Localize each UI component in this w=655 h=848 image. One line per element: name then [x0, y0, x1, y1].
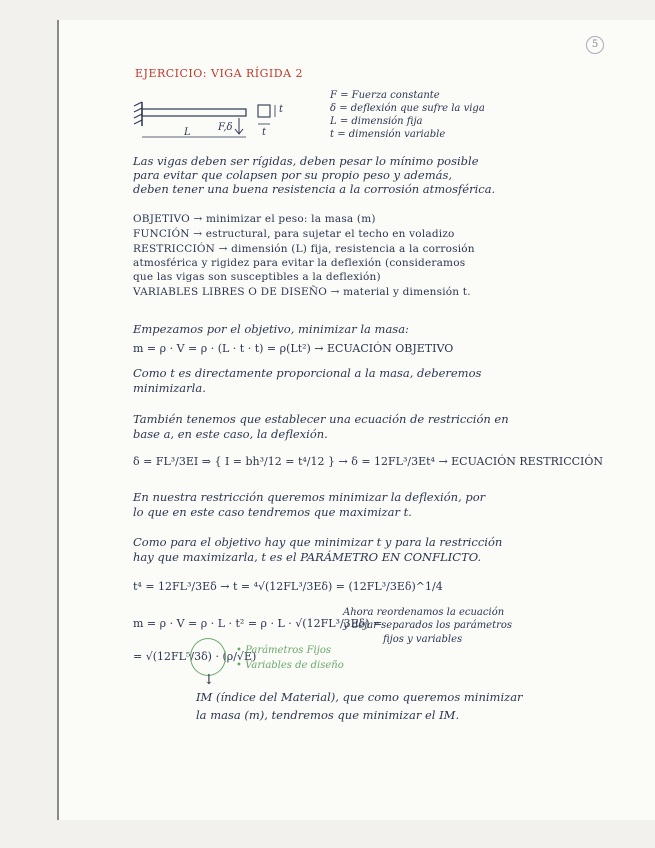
reorder-note: fijos y variables: [383, 634, 463, 645]
t4-equation: t⁴ = 12FL³/3Eδ → t = ⁴√(12FL³/3Eδ) = (12FL³/3Eδ)^1/4: [133, 580, 443, 593]
label-fixed-params: • Parámetros Fijos: [236, 645, 331, 656]
diagram-label-t-side: t: [279, 104, 284, 115]
beam: [142, 109, 246, 116]
legend-item: F = Fuerza constante: [330, 90, 440, 101]
beam-diagram: [128, 100, 298, 145]
restriction-note: En nuestra restricción queremos minimizar la deflexión, por: [133, 490, 486, 504]
page-number: 5: [586, 36, 604, 54]
intro-line: Las vigas deben ser rígidas, deben pesar lo mínimo posible: [133, 154, 479, 168]
wall-hatching: [134, 102, 142, 124]
material-index-circle: [190, 638, 226, 676]
restriction-intro: También tenemos que establecer una ecuación de restricción en: [133, 412, 509, 426]
reorder-note: Ahora reordenamos la ecuación: [343, 607, 505, 618]
label-design-vars: • Variables de diseño: [236, 660, 344, 671]
down-arrow-icon: ↓: [203, 672, 215, 688]
objective-equation: m = ρ · V = ρ · (L · t · t) = ρ(Lt²) → ECUACIÓN OBJETIVO: [133, 342, 454, 355]
intro-line: deben tener una buena resistencia a la corrosión atmosférica.: [133, 182, 496, 196]
definition-line: que las vigas son susceptibles a la deflexión): [133, 271, 381, 283]
objective-note: Como t es directamente proporcional a la masa, deberemos: [133, 366, 482, 380]
conclusion-line: IM (índice del Material), que como queremos minimizar: [196, 690, 523, 704]
intro-line: para evitar que colapsen por su propio peso y además,: [133, 168, 453, 182]
restriction-intro: base a, en este caso, la deflexión.: [133, 427, 328, 441]
conclusion-line: la masa (m), tendremos que minimizar el IM.: [196, 708, 460, 722]
definition-funcion: FUNCIÓN → estructural, para sujetar el techo en voladizo: [133, 228, 455, 240]
objective-intro: Empezamos por el objetivo, minimizar la masa:: [133, 322, 409, 336]
mass-equation: m = ρ · V = ρ · L · t² = ρ · L · √(12FL³/3Eδ) =: [133, 617, 383, 630]
objective-note: minimizarla.: [133, 381, 206, 395]
reorder-note: y dejar separados los parámetros: [343, 620, 513, 631]
restriction-note: lo que en este caso tendremos que maximizar t.: [133, 505, 412, 519]
diagram-label-t-bottom: t: [262, 127, 267, 138]
legend-item: t = dimensión variable: [330, 129, 446, 140]
definition-objetivo: OBJETIVO → minimizar el peso: la masa (m): [133, 213, 376, 225]
page-title: EJERCICIO: VIGA RÍGIDA 2: [135, 67, 304, 80]
diagram-label-F: F,δ: [218, 122, 233, 133]
legend-item: δ = deflexión que sufre la viga: [330, 103, 485, 114]
final-equation: = √(12FL⁵/3δ) · (ρ/√E): [133, 650, 257, 663]
definition-line: atmosférica y rigidez para evitar la deflexión (consideramos: [133, 257, 466, 269]
definition-restriccion: RESTRICCIÓN → dimensión (L) fija, resistencia a la corrosión: [133, 243, 475, 255]
section-square: [258, 105, 270, 117]
diagram-label-L: L: [184, 127, 191, 138]
conflict-note: Como para el objetivo hay que minimizar t y para la restricción: [133, 535, 503, 549]
definition-variables: VARIABLES LIBRES O DE DISEÑO → material y dimensión t.: [133, 286, 471, 298]
conflict-note: hay que maximizarla, t es el PARÁMETRO EN CONFLICTO.: [133, 550, 482, 564]
restriction-equation: δ = FL³/3EI ⇒ { I = bh³/12 = t⁴/12 } → δ = 12FL³/3Et⁴ → ECUACIÓN RESTRICCIÓN: [133, 455, 604, 468]
margin-line: [57, 20, 59, 820]
legend-item: L = dimensión fija: [330, 116, 423, 127]
